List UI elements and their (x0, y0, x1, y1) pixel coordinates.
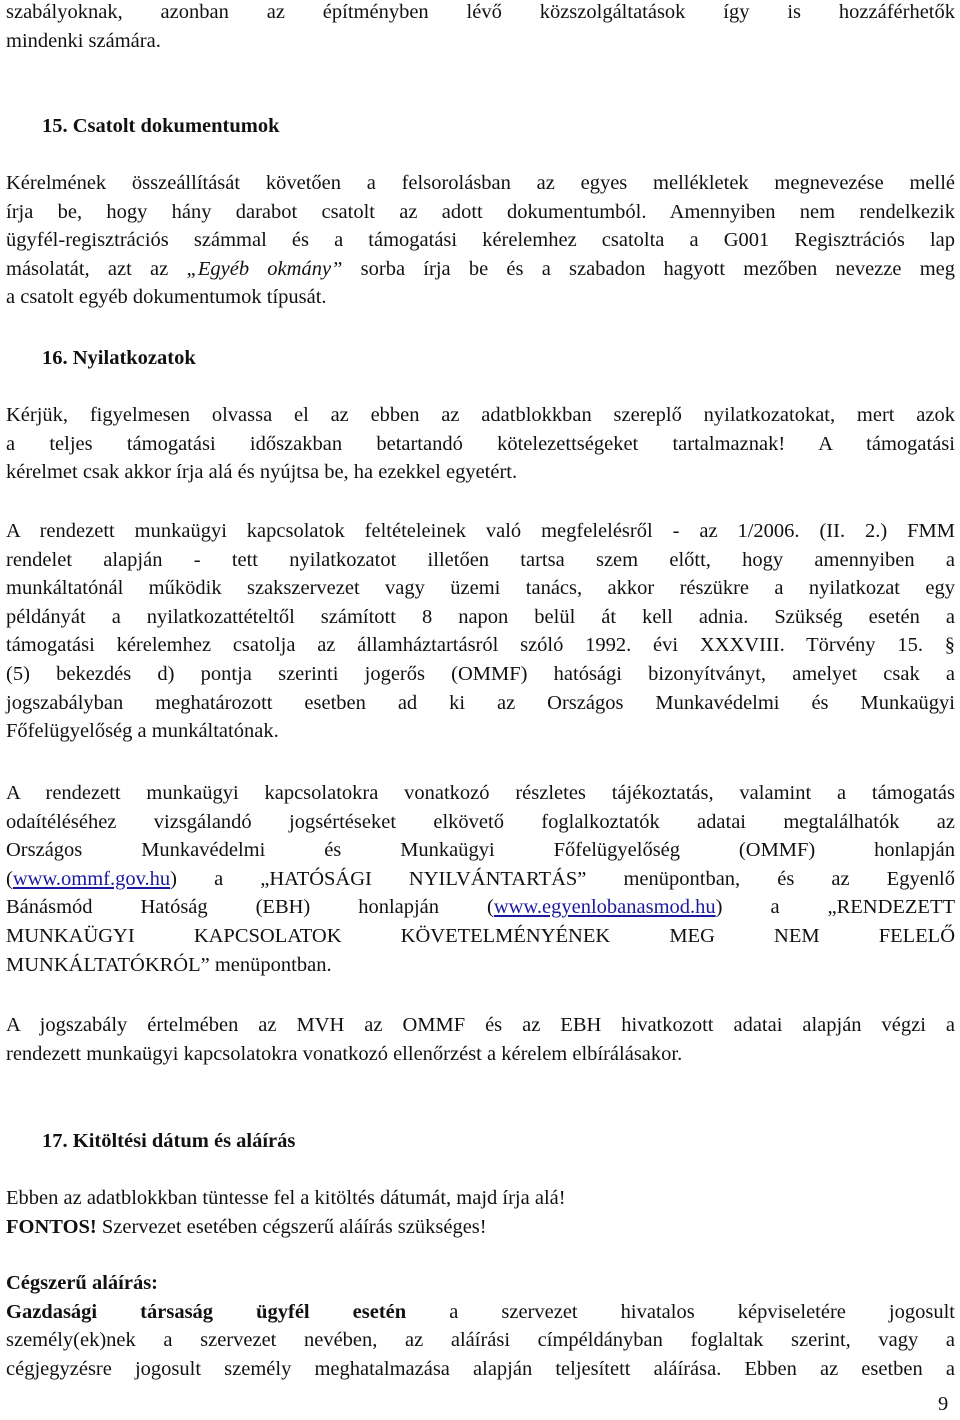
text-line: rendelet alapján - tett nyilatkozatot illetően tartsa szem előtt, hogy amennyiben a (6, 548, 955, 571)
text-run: Bánásmód Hatóság (EBH) honlapján ( (6, 896, 494, 919)
italic-term: „Egyéb okmány” (186, 257, 343, 280)
text-line: személy(ek)nek a szervezet nevében, az aláírási címpéldányban foglaltak szerint, vagy a (6, 1329, 955, 1352)
text-line: (5) bekezdés d) pontja szerinti jogerős (OMMF) hatósági bizonyítványt, amelyet csak a (6, 662, 955, 685)
text-line (6, 1213, 955, 1242)
section-16-heading: 16. Nyilatkozatok (42, 347, 196, 369)
text-run: a szervezet hivatalos képviseletére jogosult (406, 1300, 955, 1323)
text-run: ) a „HATÓSÁGI NYILVÁNTARTÁS” menüpontban, és az Egyenlő (170, 867, 955, 890)
text-line (6, 255, 955, 284)
text-line: példányát a nyilatkozattételtől számított 8 napon belül át kell adnia. Szükség esetén a (6, 605, 955, 628)
text-line: munkáltatónál működik szakszervezet vagy üzemi tanács, akkor részükre a nyilatkozat egy (6, 577, 955, 600)
signature-paragraph (6, 1269, 955, 1383)
section-16-paragraph-2 (6, 517, 955, 746)
section-17-paragraph (6, 1184, 955, 1241)
bold-term: Gazdasági társaság ügyfél esetén (6, 1300, 407, 1323)
text-run: másolatát, azt az (6, 257, 187, 280)
text-line: Országos Munkavédelmi és Munkaügyi Főfelügyelőség (OMMF) honlapján (6, 839, 955, 862)
text-run: sorba írja be és a szabadon hagyott mezőben nevezze meg (342, 257, 955, 280)
text-line (6, 893, 955, 922)
important-label: FONTOS! (6, 1215, 97, 1238)
signature-heading: Cégszerű aláírás: (6, 1272, 158, 1294)
text-line: jogszabályban meghatározott esetben ad ki az Országos Munkavédelmi és Munkaügyi (6, 691, 955, 714)
text-line: a csatolt egyéb dokumentumok típusát. (6, 286, 327, 309)
ommf-website-link[interactable]: www.ommf.gov.hu (12, 867, 171, 890)
text-line: Főfelügyelőség a munkáltatónak. (6, 720, 279, 743)
intro-paragraph (6, 0, 955, 55)
section-16-paragraph-1 (6, 401, 955, 487)
text-run: Szervezet esetében cégszerű aláírás szükséges! (96, 1215, 487, 1238)
text-line: cégjegyzésre jogosult személy meghatalmazása alapján teljesített aláírása. Ebben az esetben a (6, 1357, 955, 1380)
text-line: mindenki számára. (6, 29, 161, 52)
text-line: Kérjük, figyelmesen olvassa el az ebben az adatblokkban szereplő nyilatkozatokat, mert azok (6, 404, 955, 426)
section-16-paragraph-3 (6, 779, 955, 979)
text-run: ( (6, 867, 13, 890)
text-line: Ebben az adatblokkban tüntesse fel a kitöltés dátumát, majd írja alá! (6, 1187, 566, 1209)
text-line: ügyfél-regisztrációs számmal és a támogatási kérelemhez csatolta a G001 Regisztrációs lap (6, 229, 955, 252)
page-number: 9 (938, 1393, 949, 1415)
text-line: írja be, hogy hány darabot csatolt az adott dokumentumból. Amennyiben nem rendelkezik (6, 200, 955, 223)
section-15-paragraph (6, 169, 955, 312)
text-line: a teljes támogatási időszakban betartandó kötelezettségeket tartalmaznak! A támogatási (6, 432, 955, 455)
text-line: MUNKAÜGYI KAPCSOLATOK KÖVETELMÉNYÉNEK MEG NEM FELELŐ (6, 924, 955, 947)
text-line: kérelmet csak akkor írja alá és nyújtsa be, ha ezekkel egyetért. (6, 461, 518, 484)
text-line: szabályoknak, azonban az építményben lévő közszolgáltatások így is hozzáférhetők (6, 1, 955, 23)
text-line: támogatási kérelemhez csatolja az államháztartásról szóló 1992. évi XXXVIII. Törvény 15. § (6, 634, 955, 657)
text-line: A rendezett munkaügyi kapcsolatok feltételeinek való megfelelésről - az 1/2006. (II. 2.) FMM (6, 520, 955, 542)
text-line: Kérelmének összeállítását követően a felsorolásban az egyes mellékletek megnevezése mellé (6, 172, 955, 194)
text-line: A rendezett munkaügyi kapcsolatokra vonatkozó részletes tájékoztatás, valamint a támogatás (6, 782, 955, 804)
section-16-paragraph-4 (6, 1011, 955, 1068)
section-17-heading: 17. Kitöltési dátum és aláírás (42, 1130, 296, 1152)
ebh-website-link[interactable]: www.egyenlobanasmod.hu (493, 896, 716, 919)
text-line: A jogszabály értelmében az MVH az OMMF és az EBH hivatkozott adatai alapján végzi a (6, 1014, 955, 1036)
section-15-heading: 15. Csatolt dokumentumok (42, 115, 280, 137)
text-line (6, 865, 955, 894)
text-run: ) a „RENDEZETT (715, 896, 955, 919)
text-line (6, 1298, 955, 1327)
text-line: rendezett munkaügyi kapcsolatokra vonatkozó ellenőrzést a kérelem elbírálásakor. (6, 1042, 683, 1065)
text-line: odaítéléséhez vizsgálandó jogsértéseket elkövető foglalkoztatók adatai megtalálhatók az (6, 810, 955, 833)
text-line: MUNKÁLTATÓKRÓL” menüpontban. (6, 953, 332, 976)
